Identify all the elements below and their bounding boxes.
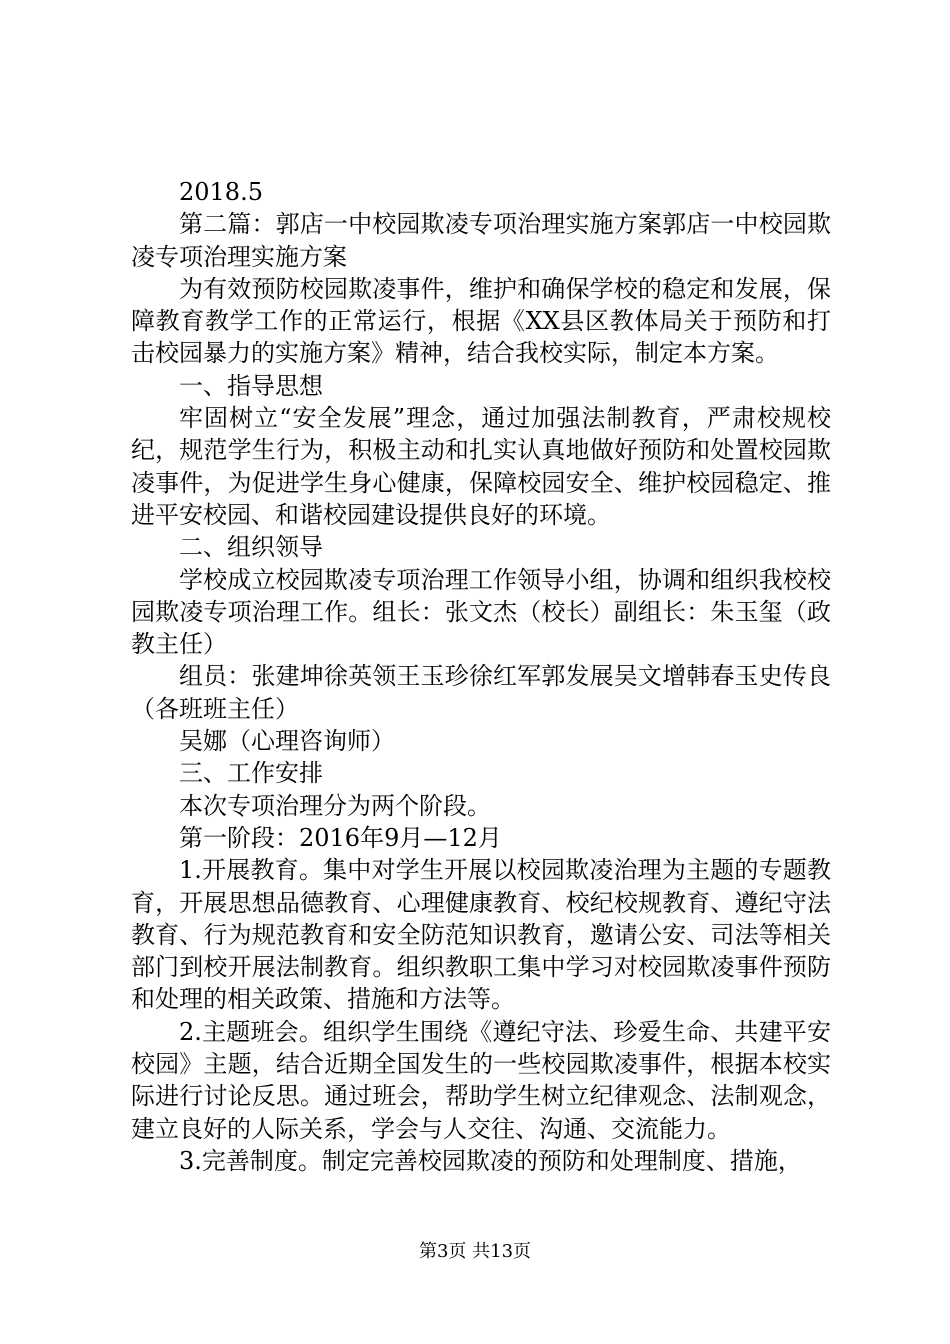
paragraph-item-1: 1.开展教育。集中对学生开展以校园欺凌治理为主题的专题教育，开展思想品德教育、心理健康教育、校纪校规教育、遵纪守法教育、行为规范教育和安全防范知识教育，邀请公安、司法等相关部门到校开展法制教育。组织教职工集中学习对校园欺凌事件预防和处理的相关政策、措施和方法等。 <box>131 856 831 1014</box>
date-line: 2018.5 <box>179 178 263 206</box>
document-body <box>131 176 831 1177</box>
paragraph-purpose: 为有效预防校园欺凌事件，维护和确保学校的稳定和发展，保障教育教学工作的正常运行，根据《XX县区教体局关于预防和打击校园暴力的实施方案》精神，结合我校实际，制定本方案。 <box>131 274 831 368</box>
heading-guiding-ideology: 一、指导思想 <box>179 371 323 400</box>
paragraph-stages: 本次专项治理分为两个阶段。 <box>179 791 491 820</box>
paragraph-members: 组员：张建坤徐英领王玉珍徐红军郭发展吴文增韩春玉史传良（各班班主任） <box>131 662 831 723</box>
heading-organization: 二、组织领导 <box>179 533 323 562</box>
paragraph-guiding-ideology: 牢固树立“安全发展”理念，通过加强法制教育，严肃校规校纪，规范学生行为，积极主动和扎实认真地做好预防和处置校园欺凌事件，为促进学生身心健康，保障校园安全、维护校园稳定、推进平安校园、和谐校园建设提供良好的环境。 <box>131 404 831 529</box>
paragraph-counselor: 吴娜（心理咨询师） <box>179 727 395 756</box>
heading-work-arrangement: 三、工作安排 <box>179 759 323 788</box>
page-number: 第3页 共13页 <box>418 1241 532 1262</box>
paragraph-item-3: 3.完善制度。制定完善校园欺凌的预防和处理制度、措施， <box>179 1146 802 1175</box>
section-title: 第二篇：郭店一中校园欺凌专项治理实施方案郭店一中校园欺凌专项治理实施方案 <box>131 210 831 271</box>
paragraph-item-2: 2.主题班会。组织学生围绕《遵纪守法、珍爱生命、共建平安校园》主题，结合近期全国发生的一些校园欺凌事件，根据本校实际进行讨论反思。通过班会，帮助学生树立纪律观念、法制观念，建立良好的人际关系，学会与人交往、沟通、交流能力。 <box>131 1017 831 1143</box>
paragraph-organization: 学校成立校园欺凌专项治理工作领导小组，协调和组织我校校园欺凌专项治理工作。组长：张文杰（校长）副组长：朱玉玺（政教主任） <box>131 565 831 659</box>
page-footer <box>0 1240 950 1264</box>
heading-stage-one: 第一阶段：2016年9月—12月 <box>179 823 502 852</box>
